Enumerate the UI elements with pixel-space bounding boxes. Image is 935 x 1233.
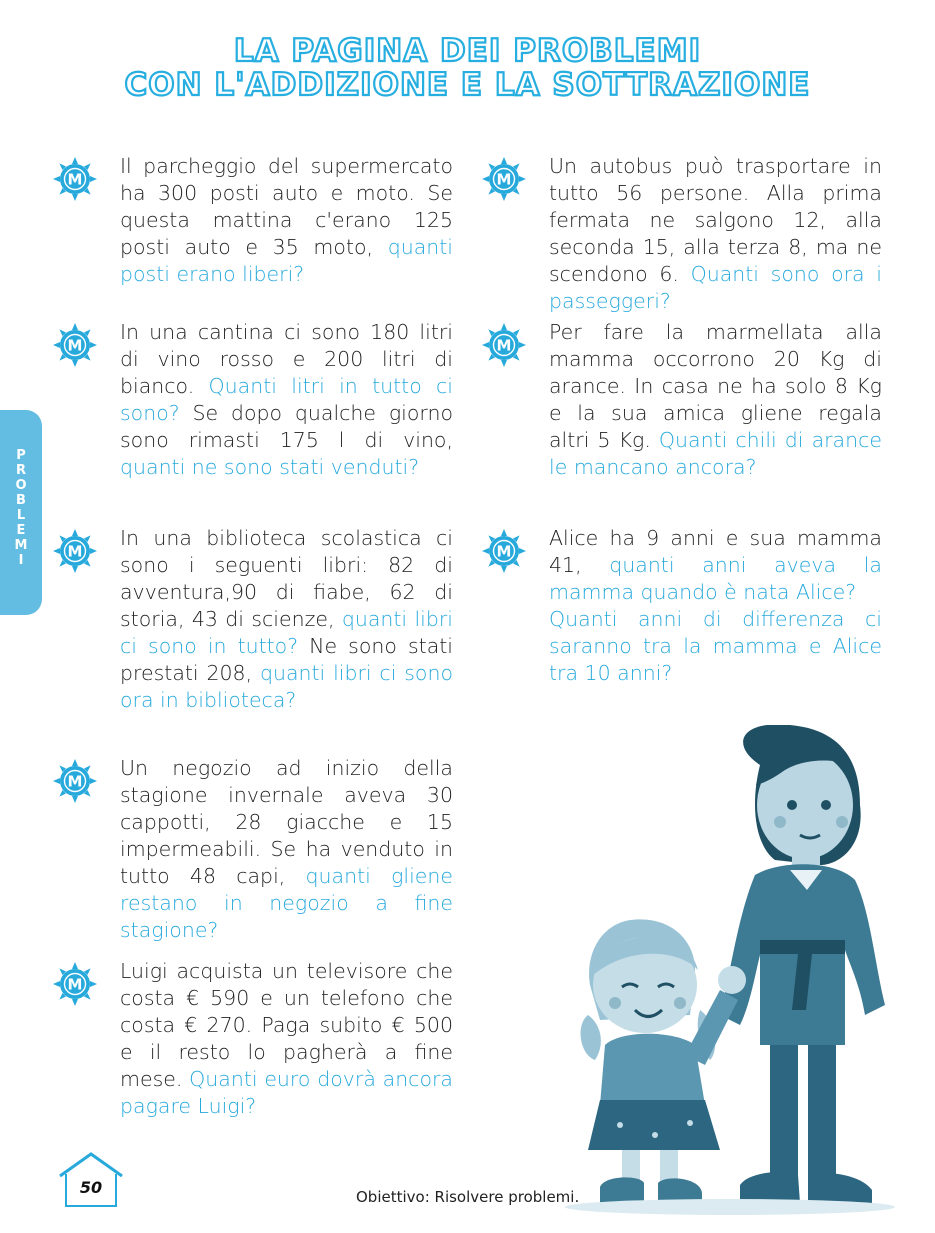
page-number <box>56 1150 126 1210</box>
problem-text: Luigi acquista un televisore che costa € 590 e un telefono che costa € 270. Paga subito € 500 e il resto lo pagherà a fine mese. <box>120 959 453 1091</box>
problem-question: Quanti litri in tutto ci sono? <box>120 374 453 425</box>
problem-badge-icon <box>52 528 98 574</box>
problem-7 <box>549 319 882 481</box>
objective-text: Obiettivo: Risolvere problemi. <box>356 1188 580 1206</box>
problem-text: Alice ha 9 anni e sua mamma 41, <box>549 526 882 577</box>
problem-3 <box>120 525 453 714</box>
problem-question: Quanti euro dovrà ancora pagare Luigi? <box>120 1067 453 1118</box>
problem-question: quanti libri ci sono in tutto? <box>120 607 454 658</box>
problem-question: quanti gliene restano in negozio a fine stagione? <box>120 864 453 942</box>
problem-badge-icon <box>481 528 527 574</box>
page-title-line-1: LA PAGINA DEI PROBLEMI <box>233 33 702 69</box>
mother-daughter-illustration <box>560 725 900 1220</box>
problem-2 <box>120 319 453 481</box>
problem-text: In una cantina ci sono 180 litri di vino rosso e 200 litri di bianco. <box>120 320 453 398</box>
problem-question: quanti libri ci sono ora in biblioteca? <box>120 661 453 712</box>
problem-badge-icon <box>52 156 98 202</box>
problem-6 <box>549 153 882 315</box>
problem-badge-icon <box>52 961 98 1007</box>
problem-text: In una biblioteca scolastica ci sono i seguenti libri: 82 di avventura,90 di fiabe, 62 di storia, 43 di scienze, <box>120 526 453 631</box>
problem-text: Ne sono stati prestati 208, <box>120 634 453 685</box>
page-title-line-2: CON L'ADDIZIONE E LA SOTTRAZIONE <box>124 67 811 103</box>
girl-skirt <box>588 1100 720 1150</box>
problem-text: Un autobus può trasportare in tutto 56 persone. Alla prima fermata ne salgono 12, alla seconda 15, alla terza 8, ma ne scendono 6. <box>549 154 882 286</box>
page-number-text: 50 <box>79 1178 103 1197</box>
problem-badge-icon <box>481 322 527 368</box>
problem-badge-icon <box>481 156 527 202</box>
problem-badge-icon <box>52 322 98 368</box>
problem-1 <box>120 153 453 288</box>
problem-question: Quanti sono ora i passeggeri? <box>549 262 882 313</box>
page-title <box>0 34 935 102</box>
problem-badge-icon <box>52 758 98 804</box>
problem-8 <box>549 525 882 687</box>
problem-text: Per fare la marmellata alla mamma occorrono 20 Kg di arance. In casa ne ha solo 8 Kg e la sua amica gliene regala altri 5 Kg. <box>549 320 882 452</box>
problem-5 <box>120 958 453 1120</box>
problem-text: Il parcheggio del supermercato ha 300 posti auto e moto. Se questa mattina c'erano 125 posti auto e 35 moto, <box>120 154 453 259</box>
problem-question: quanti anni aveva la mamma quando è nata Alice? <box>549 553 882 604</box>
problem-question: quanti posti erano liberi? <box>120 235 453 286</box>
side-tab-label: P R O B L E M I <box>14 448 28 568</box>
problem-text: Se dopo qualche giorno sono rimasti 175 l di vino, <box>120 401 453 452</box>
problem-question: Quanti chili di arance le mancano ancora? <box>549 428 882 479</box>
problem-question: quanti ne sono stati venduti? <box>120 455 420 479</box>
problem-4 <box>120 755 453 944</box>
girl-shirt <box>600 1034 705 1105</box>
side-tab <box>0 410 42 615</box>
problem-text: Un negozio ad inizio della stagione invernale aveva 30 cappotti, 28 giacche e 15 impermeabili. Se ha venduto in tutto 48 capi, <box>120 756 453 888</box>
problem-question: Quanti anni di differenza ci saranno tra la mamma e Alice tra 10 anni? <box>549 607 882 685</box>
